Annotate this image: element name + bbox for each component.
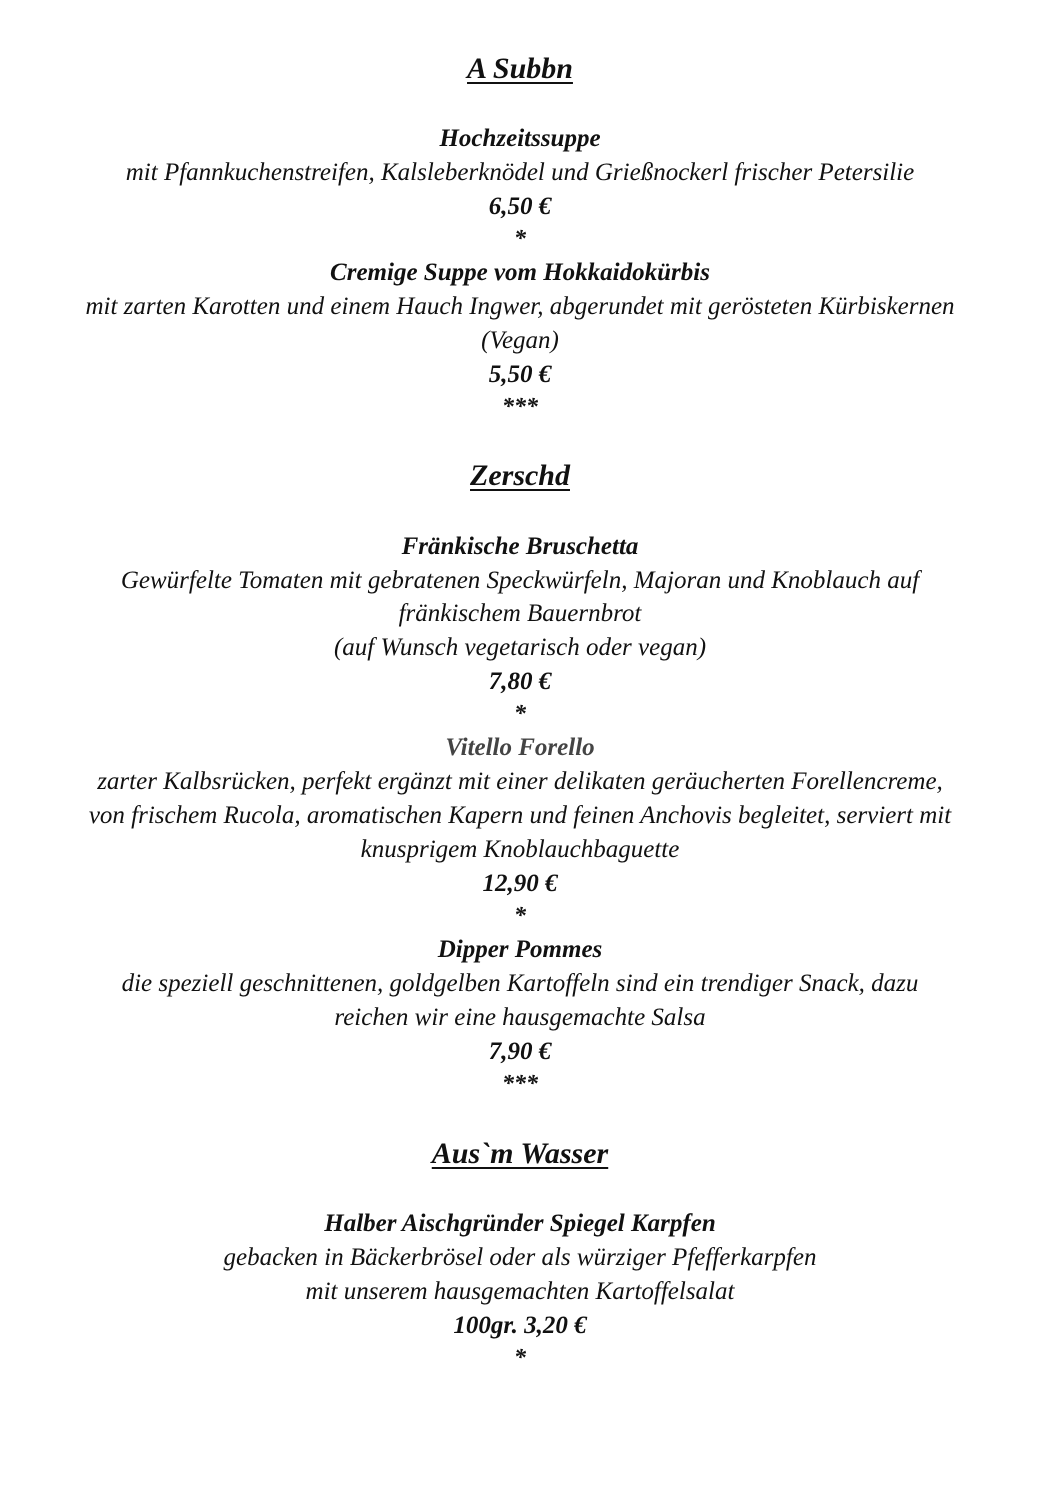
section-title-fish: Aus`m Wasser	[431, 1137, 609, 1170]
dish-desc-bruschetta-line3: (auf Wunsch vegetarisch oder vegan)	[333, 634, 707, 661]
dish-name-karpfen: Halber Aischgründer Spiegel Karpfen	[324, 1210, 716, 1237]
item-separator: *	[514, 1345, 526, 1371]
dish-name-bruschetta: Fränkische Bruschetta	[401, 533, 639, 560]
dish-desc-vitello-forello-line1: zarter Kalbsrücken, perfekt ergänzt mit einer delikaten geräucherten Forellencreme,	[97, 768, 943, 795]
item-separator: *	[514, 226, 526, 252]
dish-desc-dipper-pommes-line1: die speziell geschnittenen, goldgelben Kartoffeln sind ein trendiger Snack, dazu	[121, 970, 919, 997]
dish-price-kuerbissuppe: 5,50 €	[488, 361, 552, 388]
dish-name-kuerbissuppe: Cremige Suppe vom Hokkaidokürbis	[330, 259, 710, 286]
dish-desc-hochzeitssuppe: mit Pfannkuchenstreifen, Kalsleberknödel und Grießnockerl frischer Petersilie	[125, 159, 915, 186]
dish-desc-karpfen-line2: mit unserem hausgemachten Kartoffelsalat	[305, 1278, 735, 1305]
dish-desc-bruschetta-line2: fränkischem Bauernbrot	[398, 600, 642, 627]
section-separator: ***	[502, 1071, 538, 1097]
dish-desc-bruschetta-line1: Gewürfelte Tomaten mit gebratenen Speckwürfeln, Majoran und Knoblauch auf	[120, 567, 920, 594]
dish-price-bruschetta: 7,80 €	[488, 668, 552, 695]
dish-desc-kuerbissuppe-line2: (Vegan)	[481, 327, 559, 354]
item-separator: *	[514, 903, 526, 929]
dish-price-vitello-forello: 12,90 €	[482, 870, 558, 897]
dish-price-hochzeitssuppe: 6,50 €	[488, 193, 552, 220]
dish-price-dipper-pommes: 7,90 €	[488, 1038, 552, 1065]
section-title-soups: A Subbn	[467, 52, 573, 85]
dish-desc-kuerbissuppe-line1: mit zarten Karotten und einem Hauch Ingwer, abgerundet mit gerösteten Kürbiskernen	[85, 293, 955, 320]
dish-name-vitello-forello: Vitello Forello	[445, 734, 595, 761]
dish-price-karpfen: 100gr. 3,20 €	[453, 1312, 587, 1339]
dish-name-hochzeitssuppe: Hochzeitssuppe	[439, 125, 601, 152]
dish-name-dipper-pommes: Dipper Pommes	[437, 936, 603, 963]
section-separator: ***	[502, 394, 538, 420]
section-title-starters: Zerschd	[470, 459, 570, 492]
dish-desc-dipper-pommes-line2: reichen wir eine hausgemachte Salsa	[334, 1004, 706, 1031]
dish-desc-vitello-forello-line2: von frischem Rucola, aromatischen Kapern und feinen Anchovis begleitet, serviert mit	[88, 802, 952, 829]
item-separator: *	[514, 701, 526, 727]
dish-desc-vitello-forello-line3: knusprigem Knoblauchbaguette	[360, 836, 680, 863]
dish-desc-karpfen-line1: gebacken in Bäckerbrösel oder als würziger Pfefferkarpfen	[223, 1244, 817, 1271]
